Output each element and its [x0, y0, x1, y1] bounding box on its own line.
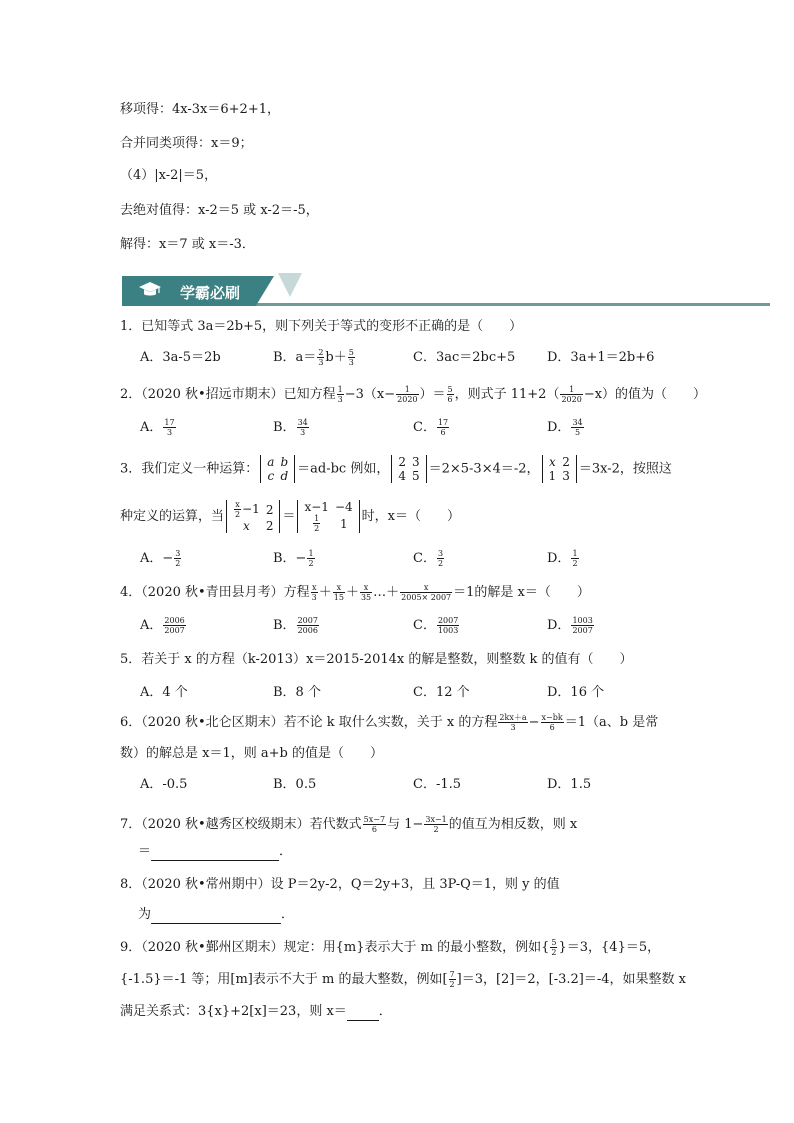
option-c[interactable]: C． $\frac{17}{6}$ [413, 418, 449, 437]
question-9-stem-line-3: 满足关系式：3{x}+2[x]＝23，则 x＝ ． [120, 1004, 392, 1019]
option-a[interactable]: A． $\frac{17}{3}$ [140, 418, 175, 437]
question-1-stem: 1．已知等式 3a＝2b+5，则下列关于等式的变形不正确的是（ ） [120, 319, 523, 334]
question-5-stem: 5．若关于 x 的方程（k-2013）x＝2015-2014x 的解是整数，则整数 k 的值有（ ） [120, 652, 633, 667]
question-1-options [140, 348, 700, 368]
question-2-stem: 2．（2020 秋•招远市期末）已知方程 $\frac{1}{3}$ −3（x− $\frac{1}{2020}$ ）＝ $\frac{5}{6}$ ，则式子 11+2（ $\frac{1}{2020}$ −x）的值为（ ） [120, 385, 707, 404]
question-7-stem-line-1: 7．（2020 秋•越秀区校级期末）若代数式 $\frac{5x-7}{6}$ 与 1− $\frac{3x-1}{2}$ 的值互为相反数，则 x [120, 815, 578, 834]
question-3-options [140, 549, 700, 569]
question-3-stem-line-1: 3．我们定义一种运算： a b c d ＝ad-bc 例如， 2 3 4 5 ＝2×5-3×4＝-2， x 2 1 3 ＝3x-2，按照这 [120, 455, 672, 483]
option-a[interactable]: A．3a-5＝2b [140, 350, 221, 365]
option-c[interactable]: C． $\frac{3}{2}$ [413, 549, 444, 568]
option-d[interactable]: D．16 个 [547, 685, 605, 700]
option-d[interactable]: D． $\frac{1}{2}$ [547, 549, 578, 568]
determinant: x−1 −4 $\frac{1}{2}$ 1 [297, 500, 359, 533]
solution-line-1: 移项得：4x-3x＝6+2+1， [120, 102, 280, 117]
option-a[interactable]: A．-0.5 [140, 777, 188, 792]
determinant: 2 3 4 5 [391, 455, 426, 483]
banner-triangle [278, 273, 302, 297]
option-b[interactable]: B． $\frac{34}{3}$ [273, 418, 308, 437]
option-d[interactable]: D．3a+1＝2b+6 [547, 350, 655, 365]
determinant: x 2 1 3 [542, 455, 577, 483]
banner-title: 学霸必刷 [180, 284, 241, 302]
graduation-cap-icon [138, 281, 162, 299]
question-9-stem-line-2: {-1.5}＝-1 等；用[m]表示不大于 m 的最大整数，例如[ $\frac{7}{2}$ ]＝3，[2]＝2，[-3.2]＝-4，如果整数 x [120, 970, 687, 989]
determinant: $\frac{x}{2}$ −1 2 x 2 [226, 500, 280, 533]
question-6-stem-line-1: 6．（2020 秋•北仑区期末）若不论 k 取什么实数，关于 x 的方程 $\frac{2kx+a}{3}$ − $\frac{x-bk}{6}$ ＝1（a、b 是常 [120, 713, 659, 732]
question-8-stem-line-1: 8．（2020 秋•常州期中）设 P＝2y-2，Q＝2y+3，且 3P-Q＝1，则 y 的值 [120, 877, 560, 892]
question-9-stem-line-1: 9．（2020 秋•鄞州区期末）规定：用{m}表示大于 m 的最小整数，例如{ $\frac{5}{2}$ }＝3，{4}＝5， [120, 938, 661, 957]
option-b[interactable]: B． $\frac{2007}{2006}$ [273, 616, 318, 635]
option-b[interactable]: B．− $\frac{1}{2}$ [273, 549, 314, 568]
question-3-stem-line-2: 种定义的运算，当 $\frac{x}{2}$ −1 2 x 2 ＝ x−1 −4 $\frac{1}{2}$ 1 时，x＝（ ） [120, 500, 460, 533]
question-5-options [140, 683, 700, 703]
option-a[interactable]: A．− $\frac{3}{2}$ [140, 549, 181, 568]
determinant: a b c d [260, 455, 295, 483]
option-c[interactable]: C．12 个 [413, 685, 470, 700]
section-banner [122, 273, 770, 309]
option-d[interactable]: D． $\frac{1003}{2007}$ [547, 616, 593, 635]
question-6-stem-line-2: 数）的解总是 x＝1，则 a+b 的值是（ ） [120, 746, 383, 761]
question-2-options [140, 418, 700, 438]
question-8-stem-line-2: 为 ． [138, 907, 295, 922]
solution-line-3: （4）|x-2|＝5， [120, 168, 218, 183]
option-c[interactable]: C． $\frac{2007}{1003}$ [413, 616, 459, 635]
option-b[interactable]: B．a＝ $\frac{2}{3}$ b＋ $\frac{5}{3}$ [273, 348, 354, 367]
option-c[interactable]: C．-1.5 [413, 777, 462, 792]
question-4-options [140, 616, 700, 636]
option-b[interactable]: B．0.5 [273, 777, 317, 792]
option-b[interactable]: B．8 个 [273, 685, 321, 700]
option-a[interactable]: A． $\frac{2006}{2007}$ [140, 616, 185, 635]
solution-line-5: 解得：x＝7 或 x＝-3． [120, 237, 255, 252]
question-7-stem-line-2: ＝ ． [138, 844, 293, 859]
answer-blank[interactable] [151, 909, 281, 924]
answer-blank[interactable] [347, 1006, 379, 1021]
option-d[interactable]: D． $\frac{34}{5}$ [547, 418, 583, 437]
option-d[interactable]: D．1.5 [547, 777, 592, 792]
option-c[interactable]: C．3ac＝2bc+5 [413, 350, 516, 365]
solution-line-4: 去绝对值得：x-2＝5 或 x-2＝-5， [120, 203, 319, 218]
question-6-options [140, 775, 700, 795]
option-a[interactable]: A．4 个 [140, 685, 188, 700]
solution-line-2: 合并同类项得：x＝9； [120, 136, 253, 151]
answer-blank[interactable] [151, 846, 279, 861]
question-4-stem: 4．（2020 秋•青田县月考）方程 $\frac{x}{3}$ ＋ $\frac{x}{15}$ ＋ $\frac{x}{35}$ …＋ $\frac{x}{2005\times 2007}$ ＝1的解是 x＝（ ） [120, 583, 590, 602]
